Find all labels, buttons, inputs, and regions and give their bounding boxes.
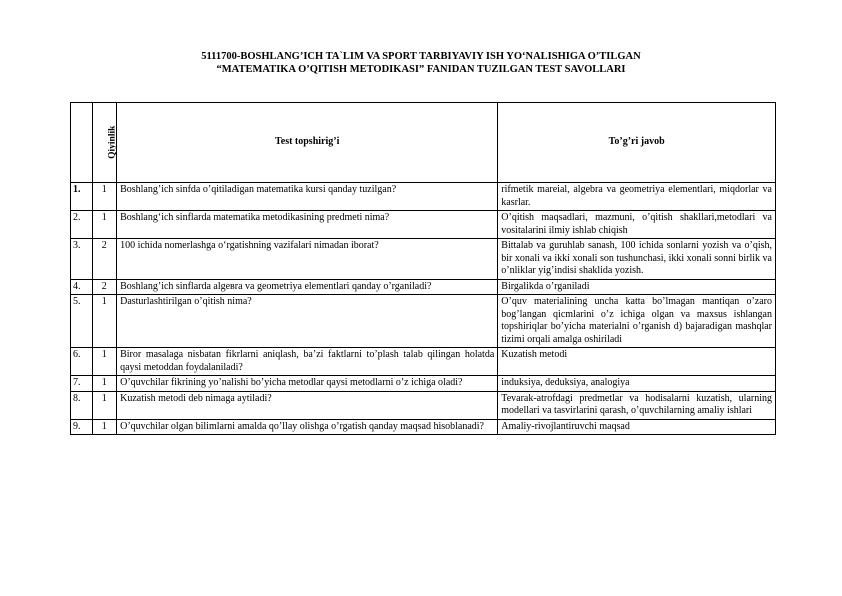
row-level: 1 bbox=[92, 295, 117, 348]
row-number: 6. bbox=[71, 348, 93, 376]
row-number: 3. bbox=[71, 239, 93, 280]
table-row bbox=[71, 391, 776, 419]
row-question: O’quvchilar olgan bilimlarni amalda qo’llay olishga o’rgatish qanday maqsad hisoblanadi? bbox=[117, 419, 498, 435]
row-level: 1 bbox=[92, 348, 117, 376]
header-level bbox=[92, 103, 117, 183]
table-header-row bbox=[71, 103, 776, 183]
document-title bbox=[0, 50, 842, 76]
row-question: O’quvchilar fikrining yo’nalishi bo’yicha metodlar qaysi metodlarni o’z ichiga oladi? bbox=[117, 376, 498, 392]
row-answer: O’qitish maqsadlari, mazmuni, o’qitish shakllari,metodlari va vositalarini ilmiy ishlab chiqish bbox=[498, 211, 776, 239]
row-level: 2 bbox=[92, 279, 117, 295]
row-question: Dasturlashtirilgan o’qitish nima? bbox=[117, 295, 498, 348]
row-level: 1 bbox=[92, 211, 117, 239]
header-level-label: Qiyinlik bbox=[106, 125, 117, 160]
test-questions-table bbox=[70, 102, 776, 435]
table-row bbox=[71, 239, 776, 280]
title-line-1: 5111700-BOSHLANG’ICH TA`LIM VA SPORT TARBIYAVIY ISH YO‘NALISHIGA O’TILGAN bbox=[201, 51, 641, 62]
row-number: 9. bbox=[71, 419, 93, 435]
row-number: 1. bbox=[71, 183, 93, 211]
row-number: 5. bbox=[71, 295, 93, 348]
row-question: Kuzatish metodi deb nimaga aytiladi? bbox=[117, 391, 498, 419]
row-question: Boshlang’ich sinflarda algeвra va geometriya elementlari qanday o’rganiladi? bbox=[117, 279, 498, 295]
table-row bbox=[71, 279, 776, 295]
row-answer: O’quv materialining uncha katta bo’lmagan mantiqan o’zaro bog’langan qicmlarini o’z ichiga olgan va maxsus ishlangan topshiriqlar bo’yicha materialni o’rganish d) bajaradigan mashqlar tizimi orqali amalga oshiriladi bbox=[498, 295, 776, 348]
table-row bbox=[71, 376, 776, 392]
row-question: Boshlang‘ich sinflarda matematika metodikasining predmeti nima? bbox=[117, 211, 498, 239]
row-number: 2. bbox=[71, 211, 93, 239]
table-row bbox=[71, 211, 776, 239]
row-answer: Tevarak-atrofdagi predmetlar va hodisalarni kuzatish, ularning modellari va tasvirlarini qarash, o’quvchilarning amaliy ishlari bbox=[498, 391, 776, 419]
row-answer: Kuzatish metodi bbox=[498, 348, 776, 376]
table-row bbox=[71, 419, 776, 435]
row-number: 7. bbox=[71, 376, 93, 392]
row-answer: Birgalikda o’rganiladi bbox=[498, 279, 776, 295]
row-question: Boshlang’ich sinfda o’qitiladigan matematika kursi qanday tuzilgan? bbox=[117, 183, 498, 211]
row-level: 2 bbox=[92, 239, 117, 280]
row-level: 1 bbox=[92, 391, 117, 419]
row-answer: induksiya, deduksiya, analogiya bbox=[498, 376, 776, 392]
row-question: Biror masalaga nisbatan fikrlarni aniqlash, ba’zi faktlarni to’plash talab qilingan holatda qaysi metoddan foydalaniladi? bbox=[117, 348, 498, 376]
header-answer: To’g’ri javob bbox=[498, 103, 776, 183]
row-number: 4. bbox=[71, 279, 93, 295]
title-line-2: “MATEMATIKA O’QITISH METODIKASI” FANIDAN TUZILGAN TEST SAVOLLARI bbox=[216, 64, 626, 75]
table-row bbox=[71, 348, 776, 376]
row-answer: rifmetik mareial, algebra va geometriya elementlari, miqdorlar va kasrlar. bbox=[498, 183, 776, 211]
row-answer: Bittalab va guruhlab sanash, 100 ichida sonlarni yozish va o’qish, bir xonali va ikki xonali son tushunchasi, ikki xonali sonni birlik va o’nliklar yig’indisi shaklida yozish. bbox=[498, 239, 776, 280]
row-answer: Amaliy-rivojlantiruvchi maqsad bbox=[498, 419, 776, 435]
table-row bbox=[71, 295, 776, 348]
header-number bbox=[71, 103, 93, 183]
table-row bbox=[71, 183, 776, 211]
row-level: 1 bbox=[92, 183, 117, 211]
header-task: Test topshirig’i bbox=[117, 103, 498, 183]
row-level: 1 bbox=[92, 419, 117, 435]
row-level: 1 bbox=[92, 376, 117, 392]
row-question: 100 ichida nomerlashga o‘rgatishning vazifalari nimadan iborat? bbox=[117, 239, 498, 280]
row-number: 8. bbox=[71, 391, 93, 419]
